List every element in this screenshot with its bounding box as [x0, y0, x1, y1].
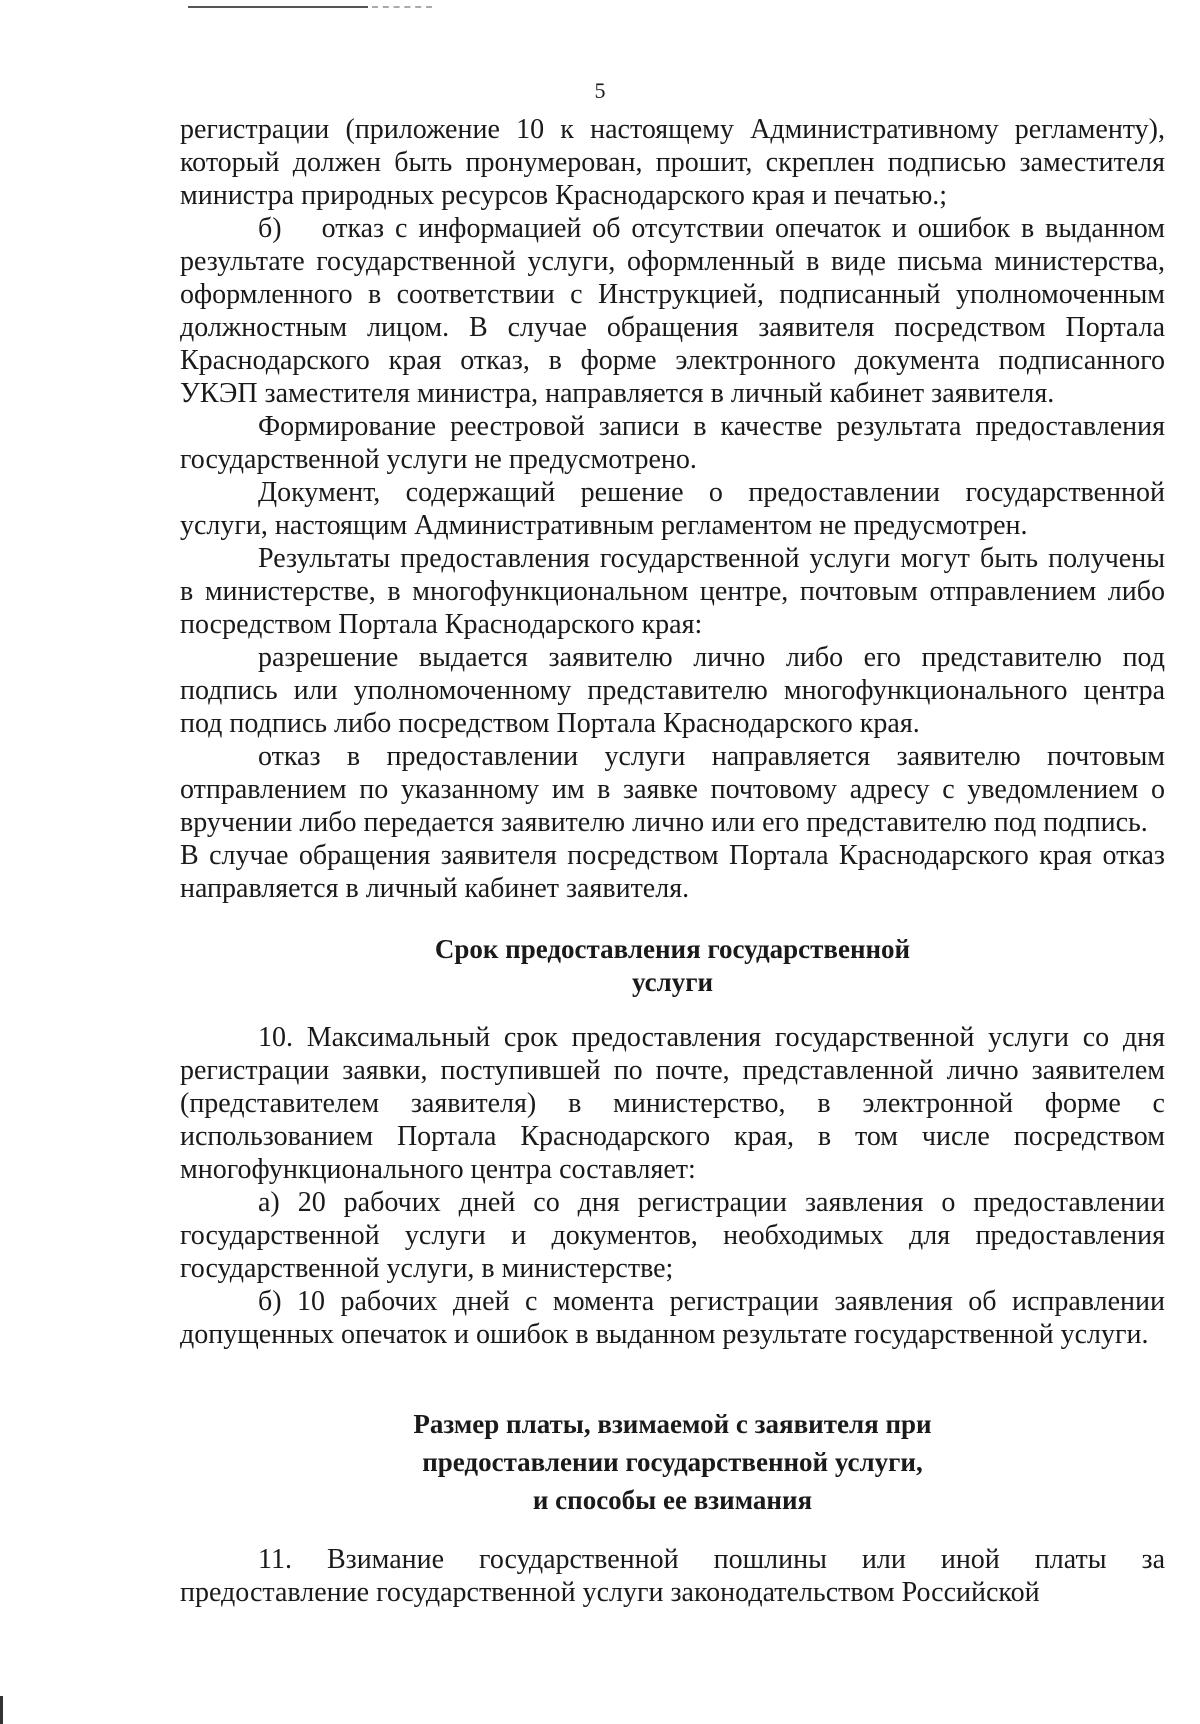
page-number: 5: [594, 78, 606, 103]
paragraph: Документ, содержащий решение о предоставлении государственной услуги, настоящим Административным регламентом не предусмотрен.: [180, 477, 1165, 541]
heading-line: и способы ее взимания: [532, 1485, 813, 1515]
item-text: отказ с информацией об отсутствии опечаток и ошибок в выданном результате государственной услуги, оформленный в виде письма министерства, оформленного в соответствии с Инструкцией, подписанный уполномоченным должностным лицом. В случае обращения заявителя посредством Портала Краснодарского края отказ, в форме электронного документа подписанного УКЭП заместителя министра, направляется в личный кабинет заявителя.: [180, 213, 1165, 409]
heading-line: Размер платы, взимаемой с заявителя при: [413, 1409, 932, 1439]
heading-line: предоставлении государственной услуги,: [422, 1447, 923, 1477]
paragraph: разрешение выдается заявителю лично либо его представителю под подпись или уполномоченному представителю многофункционального центра под подпись либо посредством Портала Краснодарского края.: [180, 642, 1165, 739]
top-rule: [188, 6, 368, 8]
paragraph: б) 10 рабочих дней с момента регистрации заявления об исправлении допущенных опечаток и ошибок в выданном результате государственной услуги.: [180, 1286, 1165, 1350]
paragraph: а) 20 рабочих дней со дня регистрации заявления о предоставлении государственной услуги и документов, необходимых для предоставления государственной услуги, в министерстве;: [180, 1187, 1165, 1284]
paragraph: регистрации (приложение 10 к настоящему Административному регламенту), который должен быть пронумерован, прошит, скреплен подписью заместителя министра природных ресурсов Краснодарского края и печатью.;: [180, 114, 1165, 211]
paragraph: 10. Максимальный срок предоставления государственной услуги со дня регистрации заявки, поступившей по почте, представленной лично заявителем (представителем заявителя) в министерство, в электронной форме с использованием Портала Краснодарского края, в том числе посредством многофункционального центра составляет:: [180, 1022, 1165, 1185]
paragraph: 11. Взимание государственной пошлины или иной платы за предоставление государственной услуги законодательством Российской: [180, 1544, 1165, 1608]
document-body: [180, 113, 1165, 1609]
heading-line: Срок предоставления государственной: [434, 934, 911, 964]
paragraph-item-b: [180, 212, 1165, 410]
heading-line: услуги: [631, 967, 714, 997]
item-label: б): [258, 213, 282, 244]
section-heading: [180, 1405, 1165, 1519]
paragraph: отказ в предоставлении услуги направляется заявителю почтовым отправлением по указанному им в заявке почтовому адресу с уведомлением о вручении либо передается заявителю лично или его представителю под подпись.: [180, 741, 1165, 838]
section-heading: [180, 933, 1165, 999]
scan-mark: [0, 1696, 3, 1724]
paragraph: Формирование реестровой записи в качестве результата предоставления государственной услуги не предусмотрено.: [180, 411, 1165, 475]
top-rule-dash: [372, 6, 432, 8]
paragraph: В случае обращения заявителя посредством Портала Краснодарского края отказ направляется в личный кабинет заявителя.: [180, 840, 1165, 904]
paragraph: Результаты предоставления государственной услуги могут быть получены в министерстве, в многофункциональном центре, почтовым отправлением либо посредством Портала Краснодарского края:: [180, 543, 1165, 640]
